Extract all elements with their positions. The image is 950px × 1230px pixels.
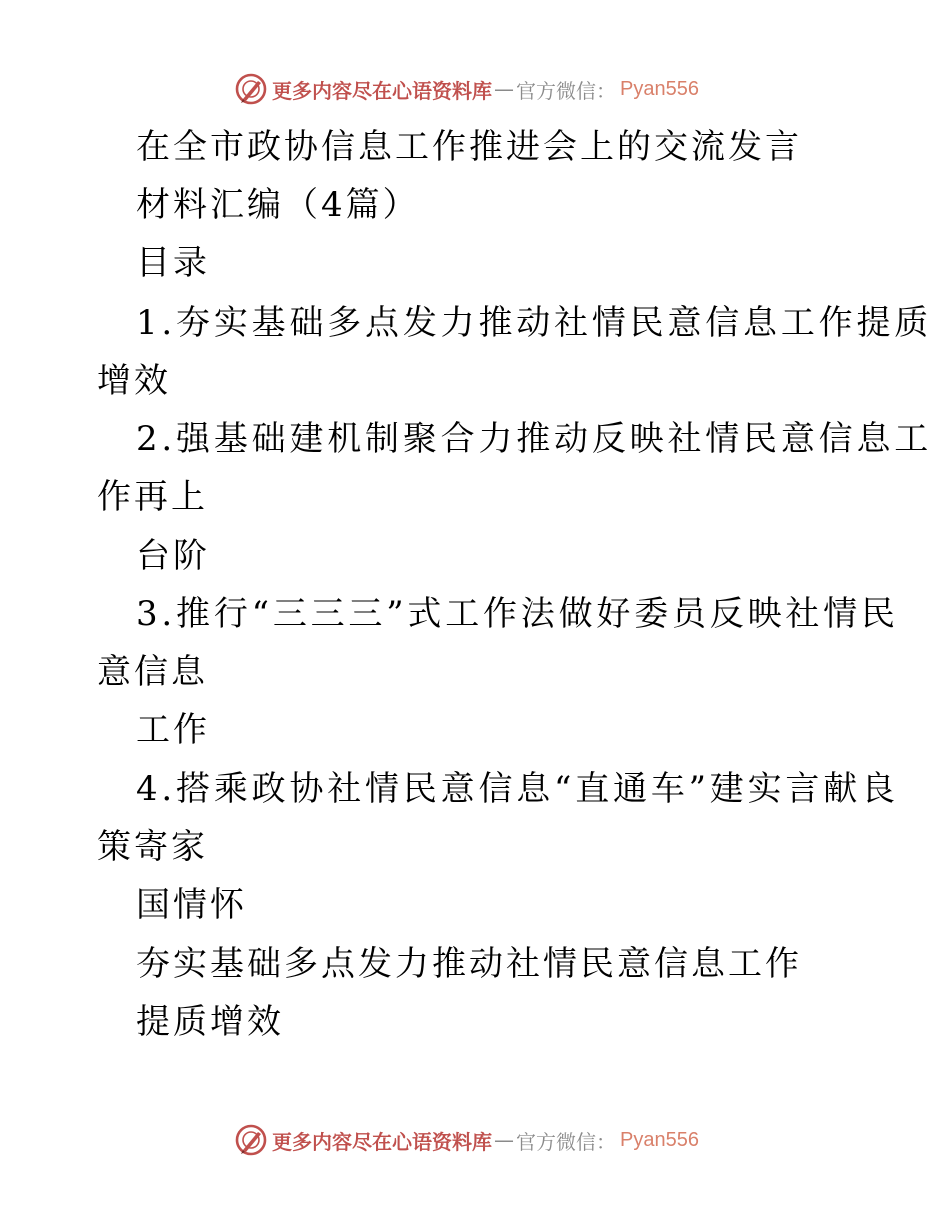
toc-item-2-line-2: 作再上 — [97, 477, 208, 517]
toc-item-4-line-3: 国情怀 — [136, 885, 247, 925]
section-title-line-2: 提质增效 — [136, 1002, 284, 1042]
toc-item-3-line-2: 意信息 — [97, 652, 208, 692]
section-title-line-1: 夯实基础多点发力推动社情民意信息工作 — [136, 944, 802, 984]
toc-item-4-line-1: 4.搭乘政协社情民意信息“直通车”建实言献良 — [136, 769, 899, 809]
toc-item-3-line-1: 3.推行“三三三”式工作法做好委员反映社情民 — [136, 594, 899, 634]
watermark-dash: — — [494, 77, 514, 101]
watermark-label: 官方微信： — [516, 1129, 616, 1154]
document-title-line-1: 在全市政协信息工作推进会上的交流发言 — [136, 127, 802, 167]
toc-item-1-line-1: 1.夯实基础多点发力推动社情民意信息工作提质 — [136, 303, 933, 343]
pen-circle-logo-icon — [234, 1123, 268, 1157]
toc-item-2-line-1: 2.强基础建机制聚合力推动反映社情民意信息工 — [136, 419, 933, 459]
footer-watermark — [234, 1123, 734, 1157]
toc-item-2-line-3: 台阶 — [136, 536, 210, 576]
toc-heading: 目录 — [136, 243, 210, 283]
toc-item-3-line-3: 工作 — [136, 710, 210, 750]
document-title-line-2: 材料汇编（4篇） — [136, 185, 420, 225]
pen-circle-logo-icon — [234, 72, 268, 106]
toc-item-4-line-2: 策寄家 — [97, 827, 208, 867]
watermark-dash: — — [494, 1128, 514, 1152]
watermark-wechat-id: Pyan556 — [620, 1128, 699, 1151]
watermark-label: 官方微信： — [516, 78, 616, 103]
watermark-wechat-id: Pyan556 — [620, 77, 699, 100]
header-watermark — [234, 72, 734, 106]
watermark-brand-text: 更多内容尽在心语资料库 — [272, 78, 492, 103]
toc-item-1-line-2: 增效 — [97, 361, 171, 401]
watermark-brand-text: 更多内容尽在心语资料库 — [272, 1129, 492, 1154]
